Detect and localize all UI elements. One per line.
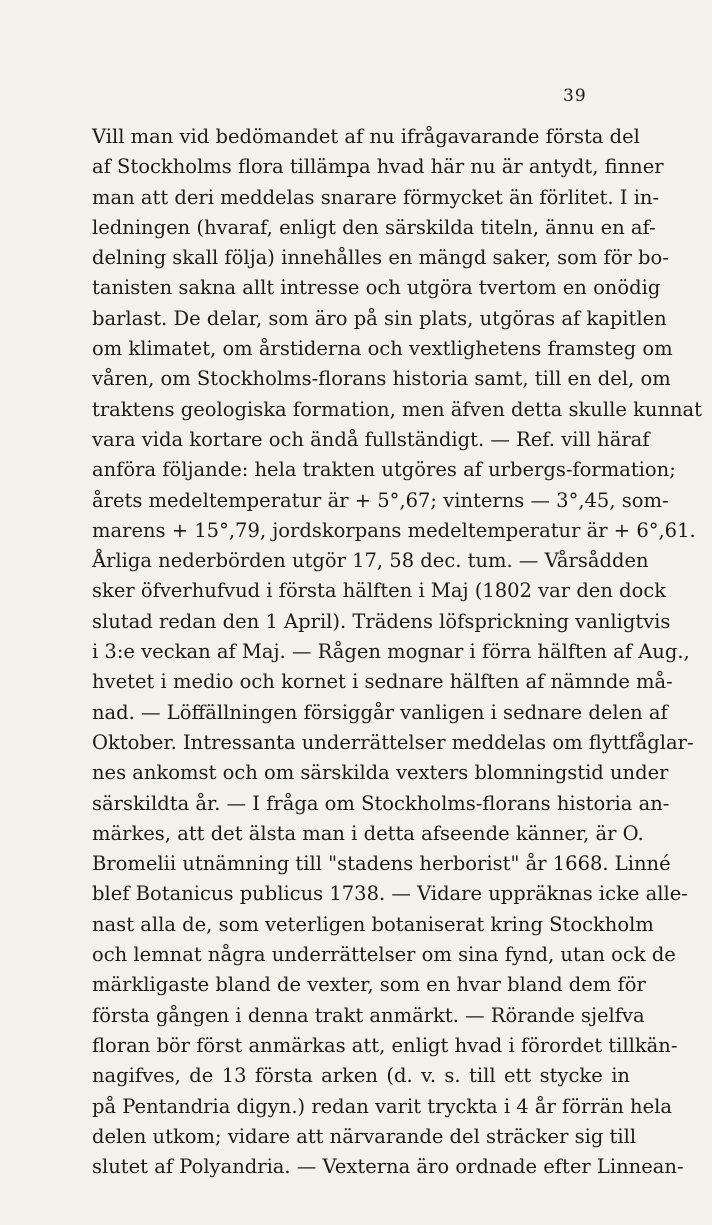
text-line: Vill man vid bedömandet af nu ifrågavarande första del <box>92 125 640 148</box>
text-line: nes ankomst och om särskilda vexters blomningstid under <box>92 761 669 785</box>
text-line: marens + 15°,79, jordskorpans medeltemperatur är + 6°,61. <box>92 518 696 542</box>
text-line: märkligaste bland de vexter, som en hvar bland dem för <box>92 973 646 997</box>
text-line: vara vida kortare och ändå fullständigt. — Ref. vill häraf <box>92 427 650 451</box>
text-line: på Pentandria digyn.) redan varit tryckta i 4 år förrän hela <box>92 1094 672 1118</box>
text-line: hvetet i medio och kornet i sednare hälften af nämnde må- <box>92 670 673 694</box>
text-line: af Stockholms flora tillämpa hvad här nu är antydt, finner <box>92 155 664 179</box>
text-line: särskildta år. — I fråga om Stockholms-florans historia an- <box>92 791 670 815</box>
text-line: nad. — Löffällningen försiggår vanligen i sednare delen af <box>92 700 668 724</box>
text-line: Årliga nederbörden utgör 17, 58 dec. tum. — Vårsådden <box>92 549 649 573</box>
text-line: årets medeltemperatur är + 5°,67; vinterns — 3°,45, som- <box>92 488 669 512</box>
text-line: barlast. De delar, som äro på sin plats, utgöras af kapitlen <box>92 306 667 330</box>
text-line: om klimatet, om årstiderna och vextlighetens framsteg om <box>92 337 673 361</box>
page-number: 39 <box>563 86 587 106</box>
text-line: ledningen (hvaraf, enligt den särskilda titeln, ännu en af- <box>92 215 656 239</box>
text-line: märkes, att det älsta man i detta afseende känner, är O. <box>92 821 644 845</box>
body-text <box>92 122 703 1182</box>
text-line: och lemnat några underrättelser om sina fynd, utan ock de <box>92 943 676 967</box>
text-line: delning skall följa) innehålles en mängd saker, som för bo- <box>92 246 669 270</box>
text-line: nagifves, de 13 första arken (d. v. s. till ett stycke in <box>92 1064 630 1088</box>
text-line: Bromelii utnämning till "stadens herborist" år 1668. Linné <box>92 852 671 876</box>
text-line: i 3:e veckan af Maj. — Rågen mognar i förra hälften af Aug., <box>92 640 690 664</box>
text-line: traktens geologiska formation, men äfven detta skulle kunnat <box>92 397 703 421</box>
text-line: våren, om Stockholms-florans historia samt, till en del, om <box>92 367 671 391</box>
text-line: tanisten sakna allt intresse och utgöra tvertom en onödig <box>92 276 661 300</box>
text-line: anföra följande: hela trakten utgöres af urbergs-formation; <box>92 458 676 482</box>
text-line: floran bör först anmärkas att, enligt hvad i förordet tillkän- <box>92 1033 678 1057</box>
text-line: slutet af Polyandria. — Vexterna äro ordnade efter Linnean- <box>92 1155 684 1179</box>
text-line: slutad redan den 1 April). Trädens löfsprickning vanligtvis <box>92 609 671 633</box>
text-line: nast alla de, som veterligen botaniserat kring Stockholm <box>92 912 654 936</box>
text-line: sker öfverhufvud i första hälften i Maj (1802 var den dock <box>92 579 667 603</box>
text-line: man att deri meddelas snarare förmycket än förlitet. I in- <box>92 185 660 209</box>
text-line: delen utkom; vidare att närvarande del sträcker sig till <box>92 1124 637 1148</box>
text-line: Oktober. Intressanta underrättelser meddelas om flyttfåglar- <box>92 730 694 754</box>
text-line: blef Botanicus publicus 1738. — Vidare uppräknas icke alle- <box>92 882 688 906</box>
text-line: första gången i denna trakt anmärkt. — Rörande sjelfva <box>92 1003 645 1027</box>
